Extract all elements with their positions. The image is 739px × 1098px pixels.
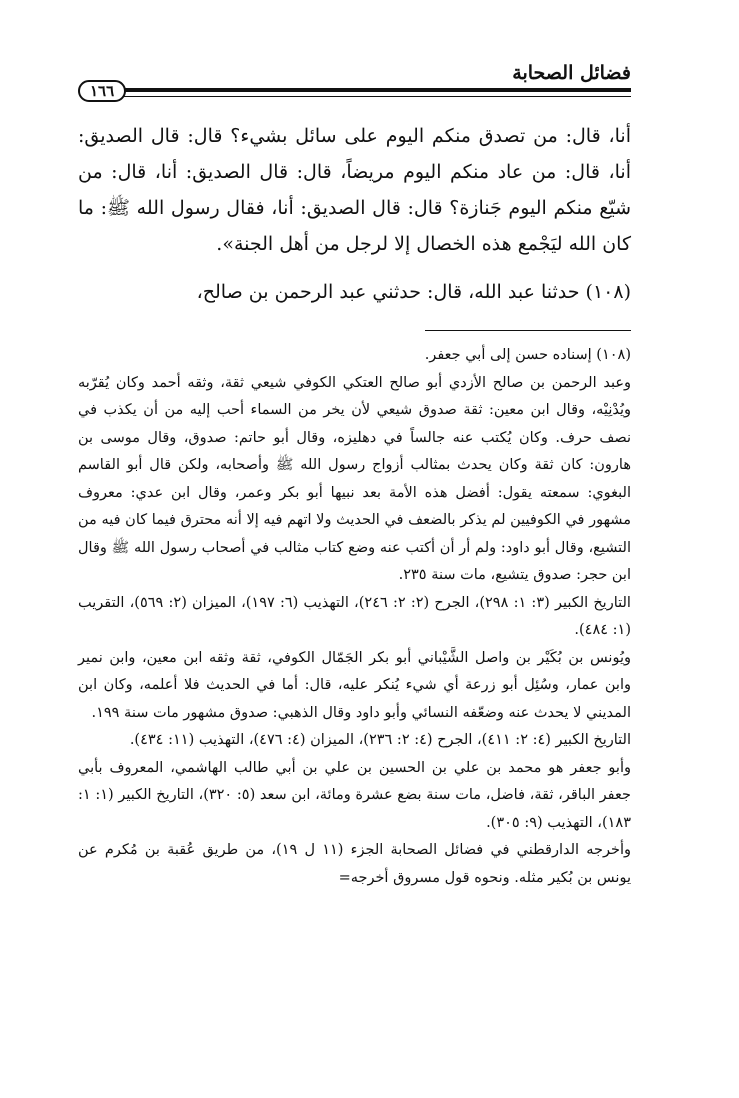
page-number: ١٦٦ — [78, 80, 126, 102]
main-text — [78, 118, 631, 310]
footnotes — [78, 342, 631, 892]
footnote-paragraph: وأبو جعفر هو محمد بن علي بن الحسين بن علي بن أبي طالب الهاشمي، المعروف بأبي جعفر الباقر، ثقة، فاضل، مات سنة بضع عشرة ومائة، ابن سعد (٥: ٣٢٠)، التاريخ الكبير (١: ١: ١٨٣)، التهذيب (٩: ٣٠٥). — [78, 759, 631, 831]
footnote-paragraph: وعبد الرحمن بن صالح الأزدي أبو صالح العتكي الكوفي شيعي ثقة، وثقه أحمد وكان يُقرّبه ويُدْنِيْه، وقال ابن معين: ثقة صدوق شيعي لأن يخر من السماء أحب إليه من أن يكذب في نصف حرف. وكان يُكتب عنه جالساً في دهليزه، وقال أبو حاتم: صدوق، وقال موسى بن هارون: كان ثقة وكان يحدث بمثالب أزواج رسول الله ﷺ وأصحابه، ولكن قال أبو القاسم البغوي: سمعته يقول: أفضل هذه الأمة بعد نبيها أبو بكر وعمر، وقال ابن عدي: معروف مشهور في الكوفيين لم يذكر بالضعف في الحديث ولا اتهم فيه إلا أنه محترق فيما كان فيه من التشيع، وقال أبو داود: ولم أر أن أكتب عنه وضع كتاب مثالب في أصحاب رسول الله ﷺ وقال ابن حجر: صدوق يتشيع، مات سنة ٢٣٥. — [78, 374, 631, 583]
footnote-heading: (١٠٨) إسناده حسن إلى أبي جعفر. — [424, 347, 631, 363]
footnote-separator — [425, 330, 631, 331]
header-rule-thin — [118, 96, 631, 97]
page-header — [78, 58, 631, 102]
hadith-108-chain: (١٠٨) حدثنا عبد الله، قال: حدثني عبد الرحمن بن صالح، — [196, 281, 631, 303]
book-title: فضائل الصحابة — [512, 62, 631, 84]
footnote-paragraph: ويُونس بن بُكَيْر بن واصل الشَّيْباني أبو بكر الجَمّال الكوفي، ثقة وثقه ابن معين، وابن نمير وابن عمار، وسُئِل أبو زرعة أي شيء يُنكر عليه، قال: أما في الحديث فلا أعلمه، وكان ابن المديني لا يحدث عنه وضعّفه النسائي وأبو داود وقال الذهبي: صدوق مشهور مات سنة ١٩٩. — [78, 649, 631, 721]
header-rule-thick — [118, 88, 631, 92]
footnote-references: التاريخ الكبير (٤: ٢: ٤١١)، الجرح (٤: ٢: ٢٣٦)، الميزان (٤: ٤٧٦)، التهذيب (١١: ٤٣٤). — [129, 732, 631, 748]
footnote-paragraph: وأخرجه الدارقطني في فضائل الصحابة الجزء (١١ ل ١٩)، من طريق عُقبة بن مُكرم عن يونس بن بُكير مثله. ونحوه قول مسروق أخرجه= — [78, 842, 631, 886]
footnote-references: التاريخ الكبير (٣: ١: ٢٩٨)، الجرح (٢: ٢: ٢٤٦)، التهذيب (٦: ١٩٧)، الميزان (٢: ٥٦٩)، التقريب (١: ٤٨٤). — [78, 594, 631, 638]
main-paragraph: أنا، قال: من تصدق منكم اليوم على سائل بشيء؟ قال: قال الصديق: أنا، قال: من عاد منكم اليوم مريضاً، قال: قال الصديق: أنا، قال: من شيّع منكم اليوم جَنازة؟ قال: قال الصديق: أنا، فقال رسول الله ﷺ: ما كان الله ليَجْمع هذه الخصال إلا لرجل من أهل الجنة». — [78, 125, 631, 255]
